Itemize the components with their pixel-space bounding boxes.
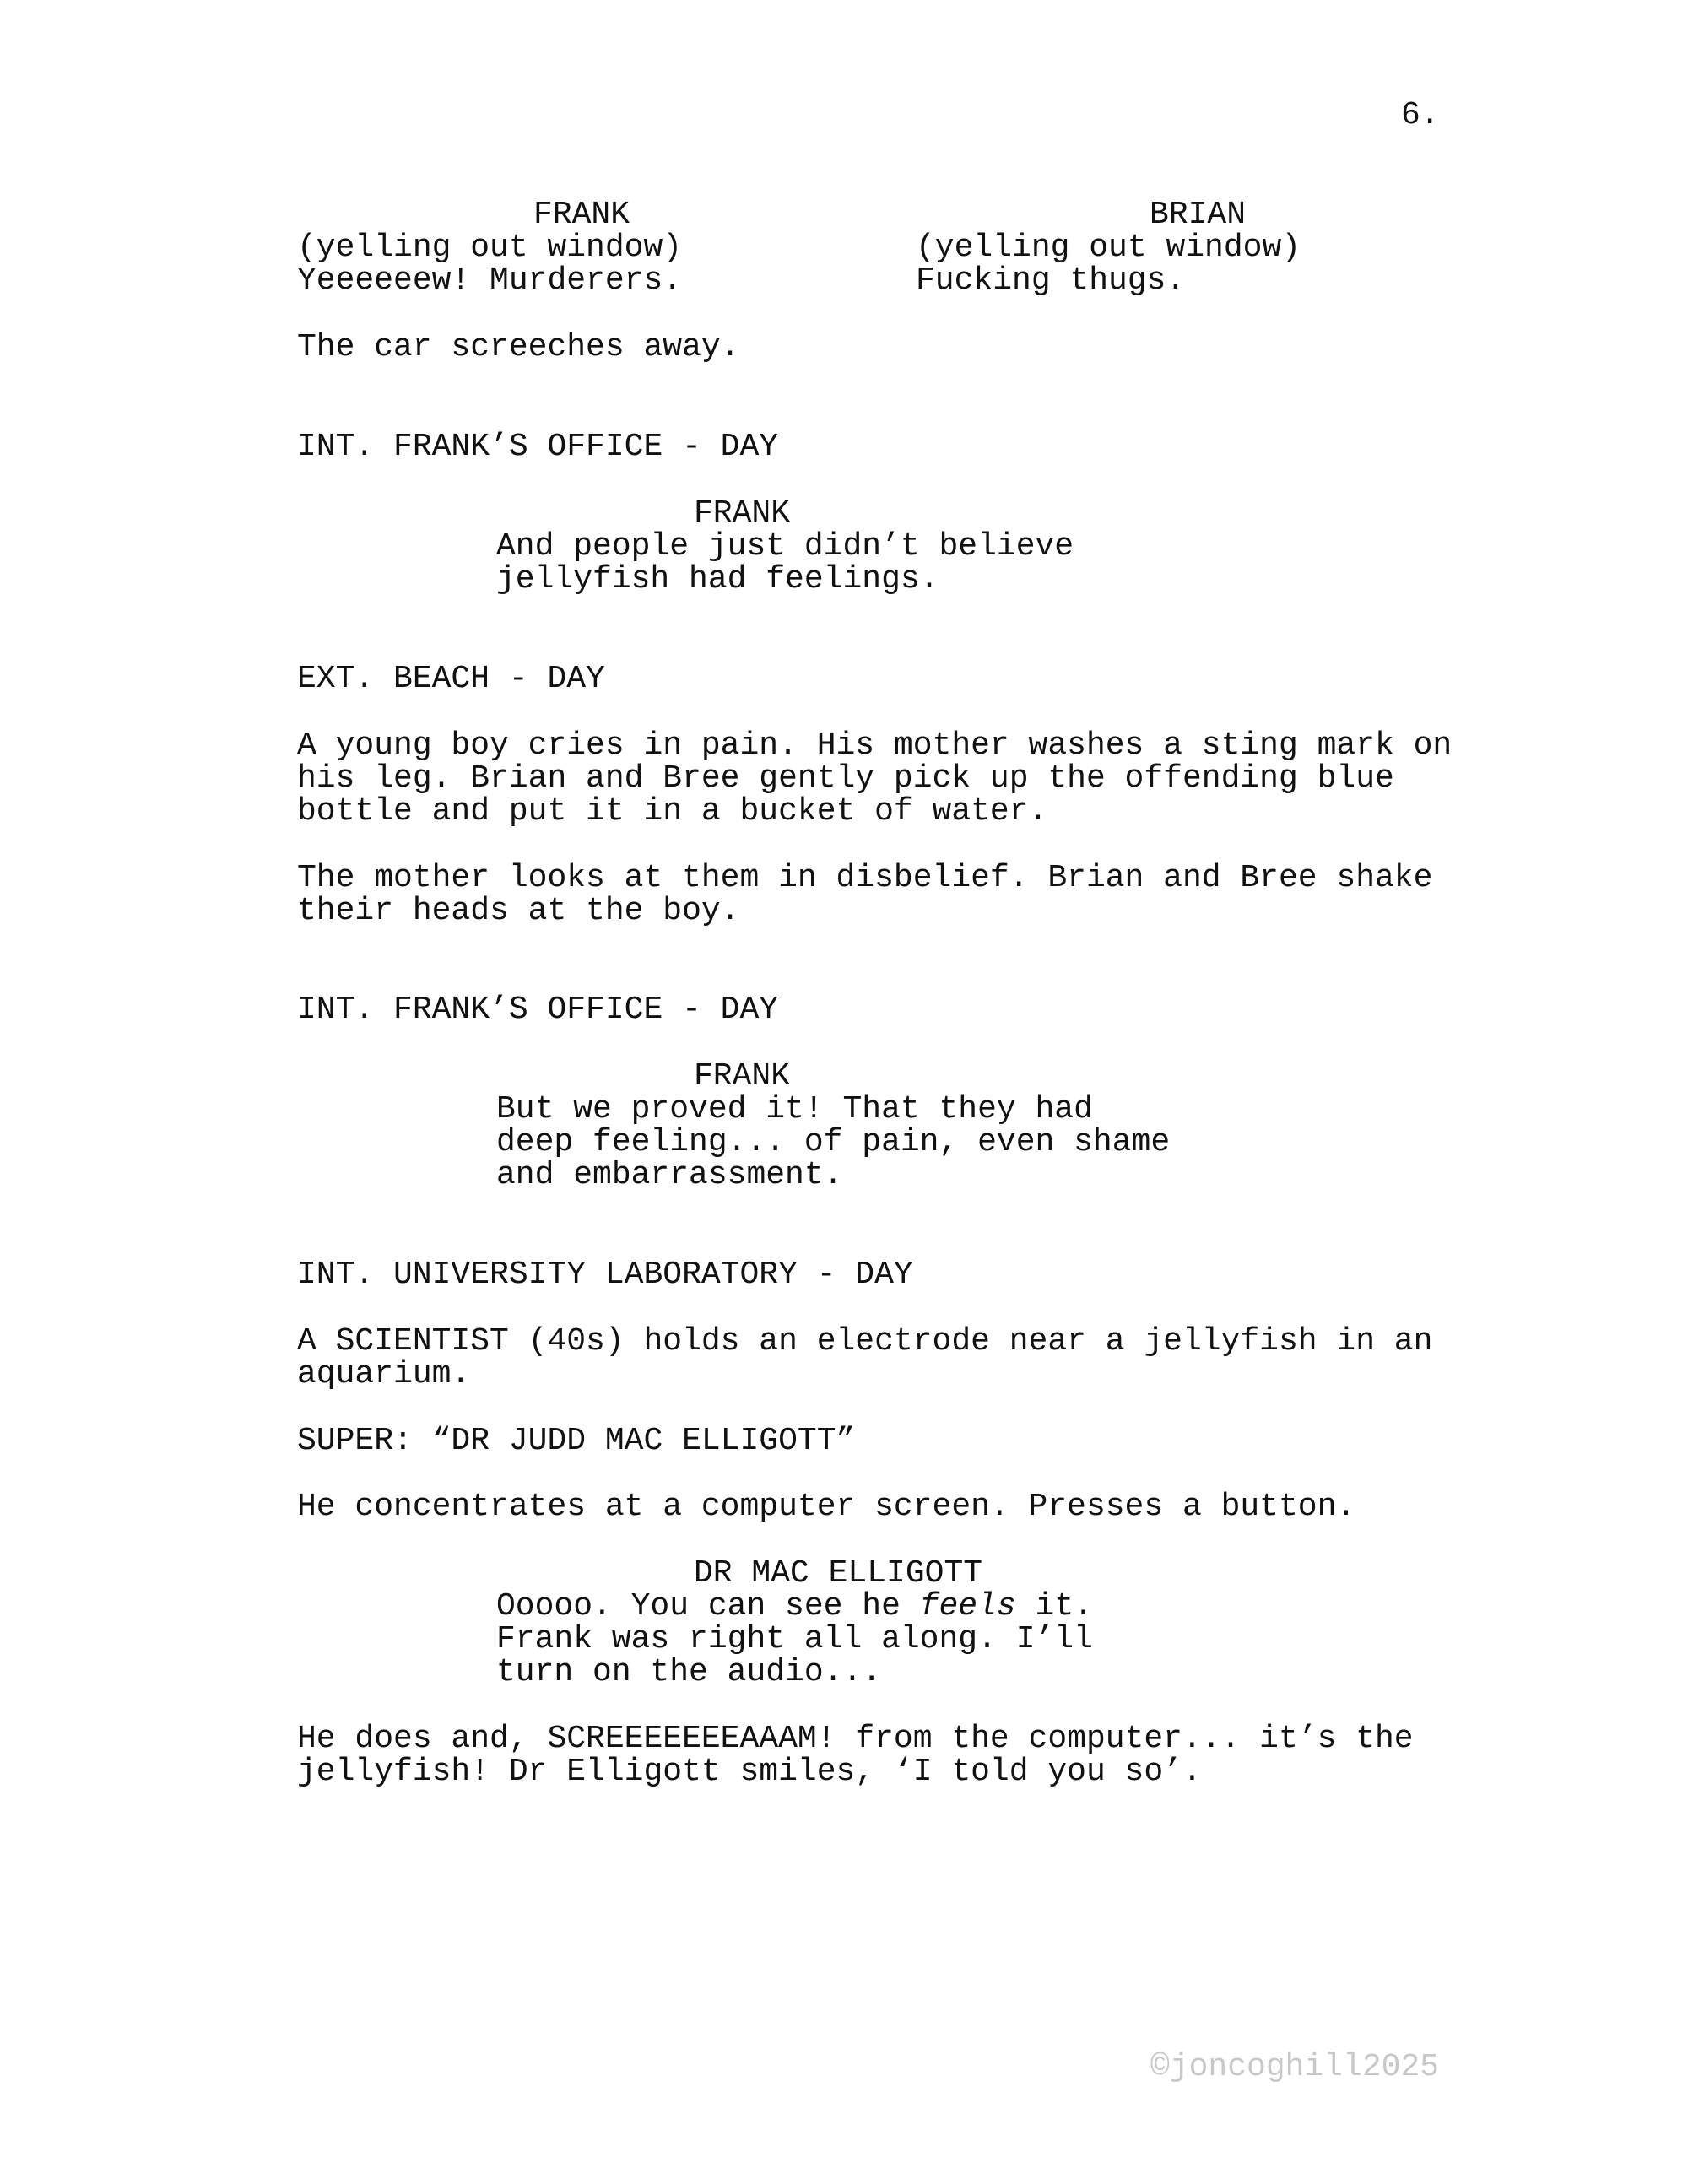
action-line: He does and, SCREEEEEEEAAAM! from the computer... it’s the: [297, 1721, 1414, 1757]
scene-heading: INT. FRANK’S OFFICE - DAY: [297, 429, 779, 465]
action-line: their heads at the boy.: [297, 893, 740, 929]
character-name: DR MAC ELLIGOTT: [694, 1555, 983, 1592]
action-line: He concentrates at a computer screen. Presses a button.: [297, 1489, 1356, 1525]
dual-line-left: Yeeeeeew! Murderers.: [297, 262, 683, 299]
dialogue-line: [496, 1590, 1188, 1623]
dialogue-line: And people just didn’t believe: [496, 528, 1074, 565]
character-name: FRANK: [694, 1058, 791, 1095]
super-line: SUPER: “DR JUDD MAC ELLIGOTT”: [297, 1423, 856, 1459]
character-name: FRANK: [694, 495, 791, 532]
dialogue-line: turn on the audio...: [496, 1654, 882, 1690]
action-line: aquarium.: [297, 1356, 471, 1392]
dual-line-right: Fucking thugs.: [916, 262, 1186, 299]
scene-heading: INT. UNIVERSITY LABORATORY - DAY: [297, 1257, 913, 1293]
dual-parenthetical-left: (yelling out window): [297, 230, 683, 266]
action-line: his leg. Brian and Bree gently pick up the offending blue: [297, 760, 1394, 797]
dialogue-line: But we proved it! That they had: [496, 1091, 1093, 1127]
dialogue-line: Frank was right all along. I’ll: [496, 1621, 1093, 1657]
action-line: bottle and put it in a bucket of water.: [297, 793, 1048, 830]
dual-character-left: FRANK: [533, 197, 630, 233]
dual-character-right: BRIAN: [1150, 197, 1247, 233]
page-number: 6.: [1401, 97, 1440, 133]
action-line: The mother looks at them in disbelief. Brian and Bree shake: [297, 860, 1433, 896]
action-line: A SCIENTIST (40s) holds an electrode near a jellyfish in an: [297, 1323, 1433, 1360]
action-line: A young boy cries in pain. His mother washes a sting mark on: [297, 727, 1453, 764]
scene-heading: EXT. BEACH - DAY: [297, 661, 605, 697]
dialogue-line: deep feeling... of pain, even shame: [496, 1124, 1171, 1160]
dual-parenthetical-right: (yelling out window): [916, 230, 1301, 266]
dialogue-text: it.: [1015, 1588, 1093, 1624]
action-line: jellyfish! Dr Elligott smiles, ‘I told you so’.: [297, 1754, 1202, 1790]
copyright-watermark: ©joncoghill2025: [1150, 2049, 1440, 2085]
scene-heading: INT. FRANK’S OFFICE - DAY: [297, 992, 779, 1028]
dialogue-emphasis: feels: [919, 1588, 1016, 1624]
dialogue-text: Ooooo. You can see he: [496, 1588, 920, 1624]
dialogue-line: jellyfish had feelings.: [496, 561, 939, 597]
dialogue-line: and embarrassment.: [496, 1157, 843, 1193]
action-line: The car screeches away.: [297, 329, 740, 365]
